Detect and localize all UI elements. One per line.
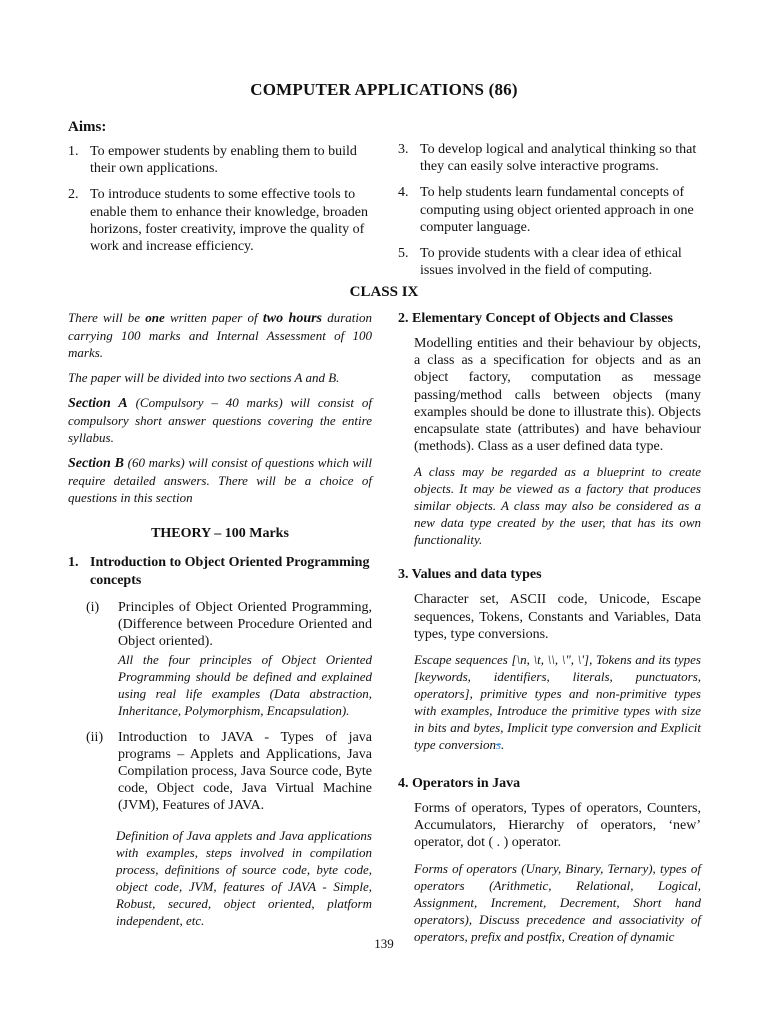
aim-item [68,143,372,177]
topic-heading: 4. Operators in Java [398,776,521,792]
paper-intro: There will be one written paper of two hours duration carrying 100 marks and Internal Assessment of 100 marks. [68,310,373,360]
section-a-description: Section A (Compulsory – 40 marks) will consist of compulsory short answer questions covering the entire syllabus. [68,395,372,445]
aims-list-right [398,141,701,288]
aim-item [398,245,701,279]
left-column [68,309,372,929]
topic-heading: 3. Values and data types [398,567,542,583]
topic-body: Character set, ASCII code, Unicode, Escape sequences, Tokens, Constants and Variables, Data types, type conversions. [414,592,701,642]
aim-text: To help students learn fundamental concepts of computing using object oriented approach in one computer language. [420,185,694,235]
aim-item [68,186,372,255]
topic-note: Escape sequences [\n, \t, \\, \", \'], Tokens and its types [keywords, identifiers, literals, punctuators, operators], primitive types and non-primitive types with examples, Introduce the primitive types with size in bits and bytes, Implicit type conversion and Explicit type conversions. [414,652,701,753]
topic-note: A class may be regarded as a blueprint to create objects. It may be viewed as a factory that produces similar objects. A class may also be considered as a new data type created by the user, that has its own functionality. [414,464,701,548]
subtopic-item: (ii) Introduction to JAVA - Types of java programs – Applets and Applications, Java Compilation process, Java Source code, Byte code, Object code, Java Virtual Machine (JVM), Features of JAVA. [86,729,372,814]
page-number: 139 [374,936,394,951]
topic-heading: 2. Elementary Concept of Objects and Classes [398,311,673,326]
aim-text: To introduce students to some effective tools to enable them to enhance their knowledge, broaden horizons, foster creativity, improve the quality of work and increase efficiency. [90,187,368,255]
aim-item [398,141,701,175]
aim-number: 3. [398,142,409,157]
class-heading: CLASS IX [349,284,419,300]
topic-body: Forms of operators, Types of operators, Counters, Accumulators, Hierarchy of operators, ‘new’ operator, dot ( . ) operator. [414,801,701,851]
aim-item [398,184,701,236]
aims-heading: Aims: [68,119,107,135]
section-b-description: Section B (60 marks) will consist of questions which will require detailed answers. There will be a choice of questions in this section [68,455,372,505]
aim-number: 5. [398,246,409,262]
right-column [398,310,701,953]
aim-number: 1. [68,144,79,159]
aim-text: To develop logical and analytical thinking so that they can easily solve interactive programs. [420,142,697,175]
topic-body: Modelling entities and their behaviour by objects, a class as a specification for objects and as an object factory, computation as message passing/method calls between objects (many examples should be done to illustrate this). Objects encapsulate state (attributes) and have behaviour (methods). Class as a user defined data type. [414,336,701,455]
paper-sections-note: The paper will be divided into two sections A and B. [68,370,340,385]
theory-heading: THEORY – 100 Marks [151,526,289,541]
definition-note: Definition of Java applets and Java applications with examples, steps involved in compilation process, definitions of source code, byte code, object code, JVM, features of JAVA - Simple, Robust, secured, object oriented, platform independent, etc. [116,827,372,928]
aim-text: To provide students with a clear idea of ethical issues involved in the field of computing. [420,246,682,279]
topic-note: Forms of operators (Unary, Binary, Ternary), types of operators (Arithmetic, Relational, Logical, Assignment, Increment, Decrement, Short hand operators), Discuss precedence and associativity of operators, prefix and postfix, Creation of dynamic [414,860,701,944]
aim-number: 2. [68,187,79,203]
aim-text: To empower students by enabling them to build their own applications. [90,144,357,177]
aim-number: 4. [398,185,409,201]
topic-heading: 1. Introduction to Object Oriented Programming concepts [68,555,370,588]
aims-list-left [68,143,372,264]
page-title: COMPUTER APPLICATIONS (86) [250,80,518,99]
subtopic-item: (i) Principles of Object Oriented Programming, (Difference between Procedure Oriented and Object oriented). All the four principles of Object Oriented Programming should be defined and explained using real life examples (Data abstraction, Inheritance, Polymorphism, Encapsulation). [86,600,372,718]
